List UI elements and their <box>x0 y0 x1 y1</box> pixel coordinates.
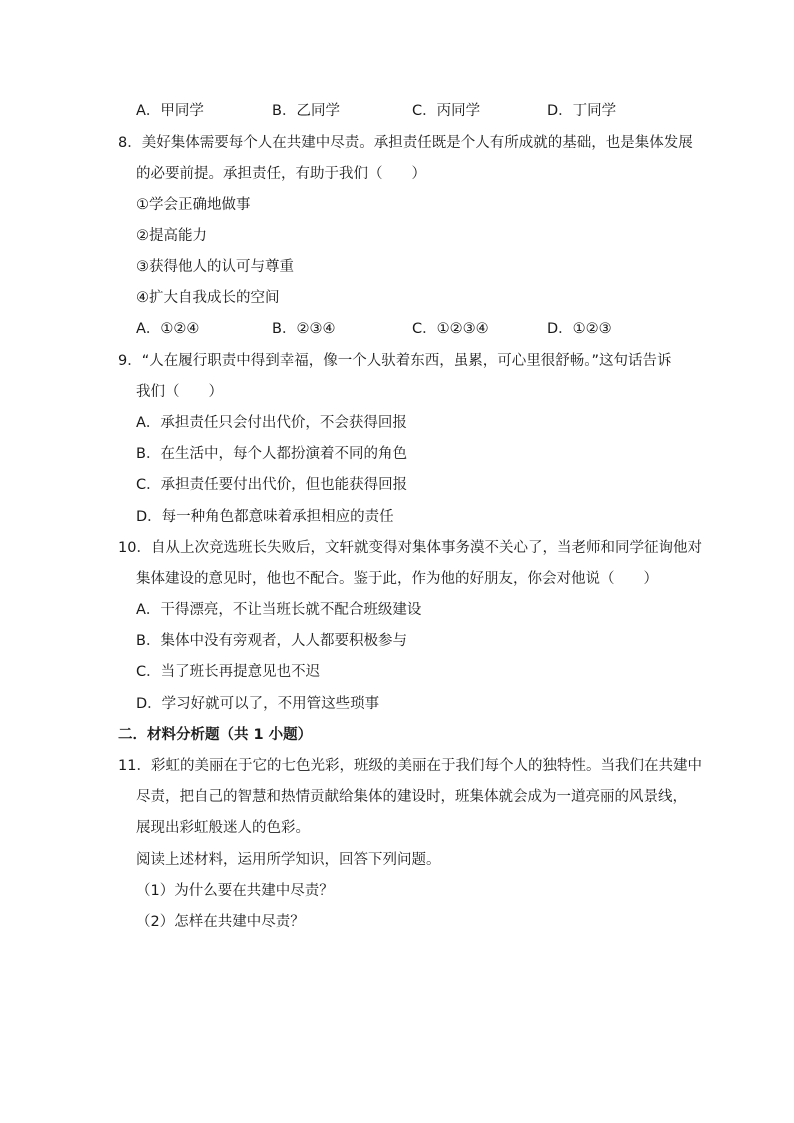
q10-option-a: A．干得漂亮，不让当班长就不配合班级建设 <box>136 602 422 618</box>
q9-option-c: C．承担责任要付出代价，但也能获得回报 <box>136 477 408 493</box>
q7-option-d: D．丁同学 <box>547 103 617 119</box>
q8-item-3: ③获得他人的认可与尊重 <box>136 259 294 275</box>
q8-stem-line1: 8．美好集体需要每个人在共建中尽责。承担责任既是个人有所成就的基础，也是集体发展 <box>118 135 693 151</box>
q8-stem-line2: 的必要前提。承担责任，有助于我们（ ） <box>136 166 426 182</box>
q7-option-a: A．甲同学 <box>136 103 204 119</box>
q8-option-d: D．①②③ <box>547 321 612 337</box>
q9-option-d: D．每一种角色都意味着承担相应的责任 <box>136 509 394 525</box>
q10-stem-line1: 10．自从上次竞选班长失败后，文轩就变得对集体事务漠不关心了，当老师和同学征询他对 <box>118 540 702 556</box>
q8-item-1: ①学会正确地做事 <box>136 197 251 213</box>
q7-option-b: B．乙同学 <box>272 103 340 119</box>
q10-option-c: C．当了班长再提意见也不迟 <box>136 664 321 680</box>
q8-item-4: ④扩大自我成长的空间 <box>136 290 280 306</box>
q11-stem-line1: 11．彩虹的美丽在于它的七色光彩，班级的美丽在于我们每个人的独特性。当我们在共建中 <box>118 758 702 774</box>
q8-option-a: A．①②④ <box>136 321 200 337</box>
q9-stem-line2: 我们（ ） <box>136 384 223 400</box>
q11-subquestion-2: （2）怎样在共建中尽责？ <box>136 914 305 930</box>
q10-option-b: B．集体中没有旁观者，人人都要积极参与 <box>136 633 407 649</box>
q8-option-c: C．①②③④ <box>412 321 489 337</box>
section-2-title: 二．材料分析题（共 1 小题） <box>118 727 313 743</box>
q10-stem-line2: 集体建设的意见时，他也不配合。鉴于此，作为他的好朋友，你会对他说（ ） <box>136 571 658 587</box>
q7-option-c: C．丙同学 <box>412 103 481 119</box>
q11-stem-line3: 展现出彩虹般迷人的色彩。 <box>136 820 310 836</box>
q9-option-b: B．在生活中，每个人都扮演着不同的角色 <box>136 446 407 462</box>
q11-instruction: 阅读上述材料，运用所学知识，回答下列问题。 <box>136 852 441 868</box>
q9-stem-line1: 9．“人在履行职责中得到幸福，像一个人驮着东西，虽累，可心里很舒畅。”这句话告诉 <box>118 353 672 369</box>
q10-option-d: D．学习好就可以了，不用管这些琐事 <box>136 696 380 712</box>
q9-option-a: A．承担责任只会付出代价，不会获得回报 <box>136 415 407 431</box>
q8-item-2: ②提高能力 <box>136 228 207 244</box>
q11-subquestion-1: （1）为什么要在共建中尽责？ <box>136 883 334 899</box>
q8-option-b: B．②③④ <box>272 321 336 337</box>
q11-stem-line2: 尽责，把自己的智慧和热情贡献给集体的建设时，班集体就会成为一道亮丽的风景线， <box>136 789 687 805</box>
